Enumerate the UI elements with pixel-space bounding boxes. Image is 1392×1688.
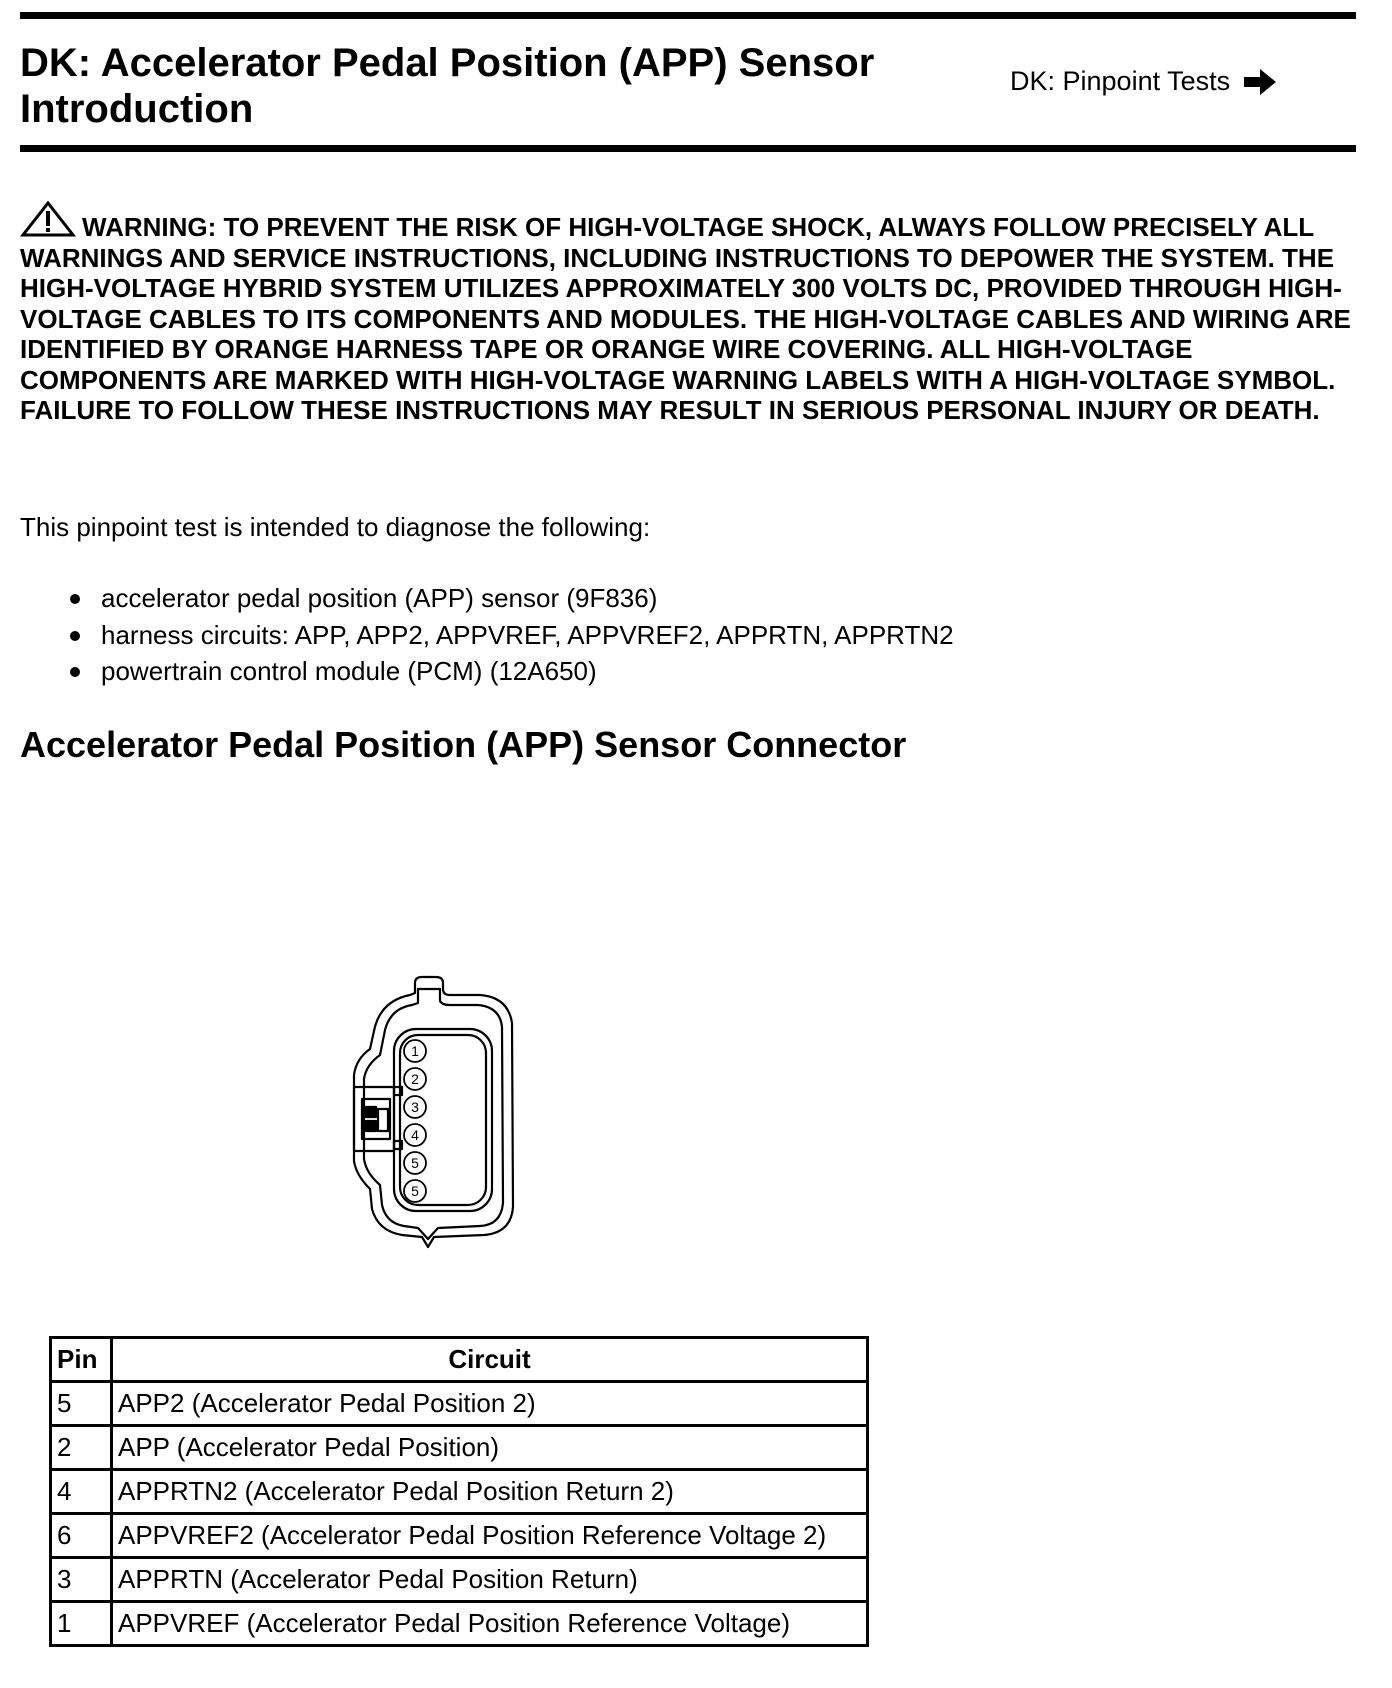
page-title-line-2: Introduction [20,87,254,131]
table-header-row [51,1338,868,1382]
top-rule [20,12,1356,19]
bullet-icon [70,631,80,641]
pin-cell: 3 [51,1558,112,1602]
list-item [20,617,954,654]
pin-table [49,1336,869,1647]
arrow-right-icon [1244,69,1276,95]
pin-label: 5 [411,1183,419,1199]
circuit-cell: APP2 (Accelerator Pedal Position 2) [112,1382,868,1426]
pin-label: 2 [411,1071,419,1087]
circuit-cell: APPRTN2 (Accelerator Pedal Position Return 2) [112,1470,868,1514]
list-item-text: powertrain control module (PCM) (12A650) [101,656,597,686]
pin-label: 5 [411,1155,419,1171]
list-item-text: harness circuits: APP, APP2, APPVREF, APPVREF2, APPRTN, APPRTN2 [101,619,954,650]
pin-cell: 5 [51,1382,112,1426]
table-row [51,1470,868,1514]
circuit-cell: APPVREF2 (Accelerator Pedal Position Reference Voltage 2) [112,1514,868,1558]
pin-label: 3 [411,1099,419,1115]
bullet-icon [70,667,80,677]
connector-housing-inner [364,989,503,1239]
table-row [51,1426,868,1470]
list-item [20,580,954,617]
warning-text: WARNING: TO PREVENT THE RISK OF HIGH-VOLTAGE SHOCK, ALWAYS FOLLOW PRECISELY ALL WARNINGS AND SERVICE INSTRUCTIONS, INCLUDING INSTRUCTIONS TO DEPOWER THE SYSTEM. THE HIGH-VOLTAGE HYBRID SYSTEM UTILIZES APPROXIMATELY 300 VOLTS DC, PROVIDED THROUGH HIGH-VOLTAGE CABLES TO ITS COMPONENTS AND MODULES. THE HIGH-VOLTAGE CABLES AND WIRING ARE IDENTIFIED BY ORANGE HARNESS TAPE OR ORANGE WIRE COVERING. ALL HIGH-VOLTAGE COMPONENTS ARE MARKED WITH HIGH-VOLTAGE WARNING LABELS WITH A HIGH-VOLTAGE SYMBOL. FAILURE TO FOLLOW THESE INSTRUCTIONS MAY RESULT IN SERIOUS PERSONAL INJURY OR DEATH. [20,212,1351,425]
warning-triangle-icon [20,200,76,238]
table-row [51,1558,868,1602]
list-item-text: accelerator pedal position (APP) sensor (9F836) [101,583,658,613]
pin-label: 4 [411,1127,419,1143]
page-title-line-1: DK: Accelerator Pedal Position (APP) Sensor [20,41,875,85]
pinpoint-tests-link-label: DK: Pinpoint Tests [1010,66,1231,96]
connector-diagram [330,975,550,1275]
list-item [20,653,954,690]
table-row [51,1514,868,1558]
connector-latch-inner [362,1099,390,1139]
connector-face [394,1029,492,1211]
circuit-column-header: Circuit [112,1338,868,1382]
section-title: Accelerator Pedal Position (APP) Sensor Connector [20,724,907,765]
warning-block [20,200,1360,426]
intro-text: This pinpoint test is intended to diagnose the following: [20,512,651,542]
pin-cell: 4 [51,1470,112,1514]
pin-column-header: Pin [51,1338,112,1382]
circuit-cell: APPVREF (Accelerator Pedal Position Reference Voltage) [112,1602,868,1646]
table-row [51,1602,868,1646]
diagnose-list [20,580,954,690]
pinpoint-tests-link[interactable] [1010,66,1276,97]
pin-cell: 2 [51,1426,112,1470]
page-title [20,40,980,132]
pin-cell: 1 [51,1602,112,1646]
table-row [51,1382,868,1426]
pin-cell: 6 [51,1514,112,1558]
circuit-cell: APPRTN (Accelerator Pedal Position Return) [112,1558,868,1602]
circuit-cell: APP (Accelerator Pedal Position) [112,1426,868,1470]
connector-pins [404,1040,426,1202]
pin-label: 1 [411,1043,419,1059]
header-rule [20,145,1356,152]
bullet-icon [70,594,80,604]
